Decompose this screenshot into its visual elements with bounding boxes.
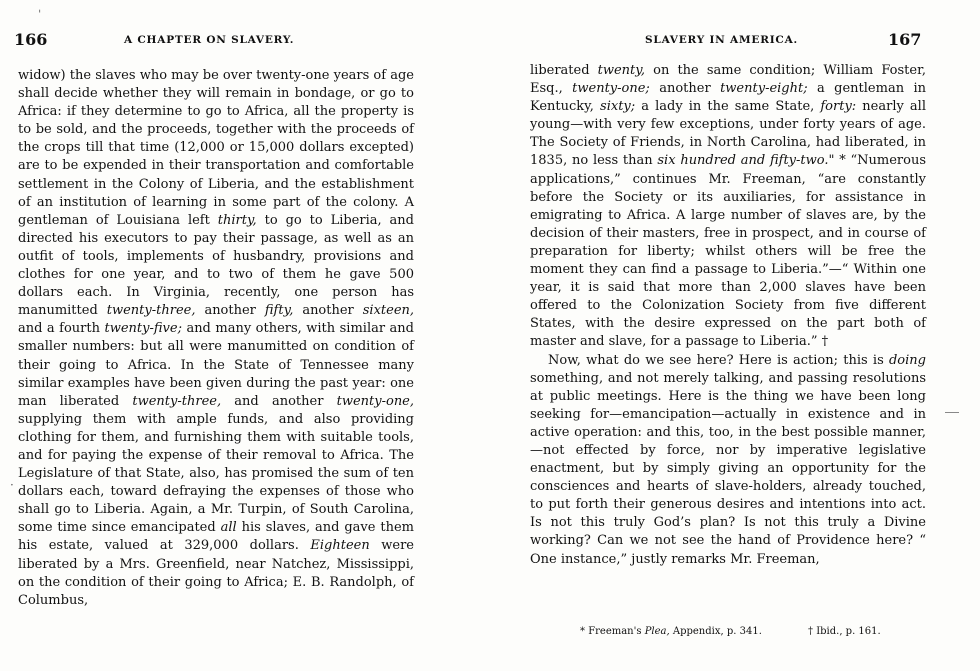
running-head-title: SLAVERY IN AMERICA. [645,34,798,46]
stray-mark: ˈ [38,8,42,22]
text-run: another [649,81,721,97]
text-run: and another [221,393,337,409]
paragraph [530,352,926,569]
italic-text: twenty-three, [132,393,222,409]
footnote-text: Freeman's [588,626,645,637]
italic-text: twenty-one, [336,393,415,409]
footnote-rest: Appendix, p. 341. [669,626,762,637]
stray-mark: · [10,478,14,492]
text-run: to go to Liberia, and directed his executors to pay their passage, as well as an outfit of tools, implements of husbandry, provisions and clothes for one year, and to two of them he gave 500 dollars each. In Virginia, recently, one person has manumitted [18,212,414,319]
text-run: supplying them with ample funds, and also providing clothing for them, and furnishing them with suitable tools, and for paying the expense of their removal to Africa. The Legislature of that State, also, has promised the sum of ten dollars each, toward defraying the expenses of those who shall go to Liberia. Again, a Mr. Turpin, of South Carolina, some time since emancipated [18,411,414,536]
page-number: 167 [888,30,922,49]
italic-text: all [220,520,237,536]
text-run: and a fourth [18,321,105,337]
italic-text: twenty-five; [104,321,182,337]
italic-text: sixteen, [362,303,415,319]
text-run: Now, what do we see here? Here is action; this is [548,352,889,368]
text-run: another [293,303,363,319]
text-run: on the same condition; William Foster, Esq., [530,63,926,97]
italic-text: twenty, [597,63,646,78]
text-run: another [195,303,265,319]
footnote [580,626,762,637]
text-run: something, and not merely talking, and passing resolutions at public meetings. Here is the thing we have been long seeking for—emancipation—actually in existence and in active operation: and this, too, in the best possible manner,—not effected by force, nor by imperative legislative enactment, but by simply giving an opportunity for the consciences and hearts of slave-holders, already touched, to put forth their generous desires and intentions into act. Is not this truly God’s plan? Is not this truly a Divine working? Can we not see the hand of Providence here? “ One instance,” justly remarks Mr. Freeman, [530,370,926,567]
right-page [490,0,980,671]
text-run: nearly all young—with very few exceptions, under forty years of age. The Society of Friends, in North Carolina, had liberated, in 1835, no less than [530,99,926,169]
italic-text: thirty, [217,212,257,228]
italic-text: sixty; [600,99,636,115]
footnote-text: Ibid., p. 161. [816,626,881,637]
footnote-marker: † [808,626,813,637]
text-run: a gentleman in Kentucky, [530,81,927,115]
text-run: liberated [530,63,598,78]
text-run: " * “Numerous applications,” continues Mr. Freeman, “are constantly before the Society or its auxiliaries, for assistance in emigrating to Africa. A large number of slaves are, by the decision of their masters, free in prospect, and in course of preparation for liberty; whilst others will be free the moment they can find a passage to Liberia.”—“ Within one year, it is said that more than 2,000 slaves have been offered to the Colonization Society from five different States, with the desire expressed on the part both of master and slave, for a passage to Liberia.” † [530,153,926,350]
italic-text: twenty-eight; [720,81,808,97]
italic-text: fifty, [264,303,294,319]
text-run: a lady in the same State, [635,99,821,115]
running-head-title: A CHAPTER ON SLAVERY. [124,34,295,46]
italic-text: twenty-one; [572,81,650,97]
italic-text: Eighteen [310,538,370,554]
page-number: 166 [14,30,48,49]
italic-text: six hundred and fifty-two. [657,153,829,169]
text-run: were liberated by a Mrs. Greenfield, near Natchez, Mississippi, on the condition of their going to Africa; E. B. Randolph, of Columbus, [18,538,414,608]
text-run: and many others, with similar and smaller numbers: but all were manumitted on condition of their going to Africa. In the State of Tennessee many similar examples have been given during the past year: one man liberated [18,321,414,409]
footnote-italic: Plea, [644,626,670,637]
italic-text: doing [888,352,926,368]
page-body [530,62,926,569]
text-run: widow) the slaves who may be over twenty-one years of age shall decide whether they will remain in bondage, or go to Africa: if they determine to go to Africa, all the property is to be sold, and the proceeds, together with the proceeds of the crops till that time (12,000 or 15,000 dollars excepted) are to be expended in their transportation and comfortable settlement in the Colony of Liberia, and the establishment of an institution of learning in some part of the colony. A gentleman of Louisiana left [18,68,414,228]
italic-text: twenty-three, [106,303,196,319]
paragraph [530,62,926,352]
page-body [18,67,414,610]
footnote [808,626,881,637]
footnote-marker: * [580,626,585,637]
paragraph [18,67,414,610]
text-run: his slaves, and gave them his estate, valued at 329,000 dollars. [18,520,414,554]
italic-text: forty: [820,99,857,115]
